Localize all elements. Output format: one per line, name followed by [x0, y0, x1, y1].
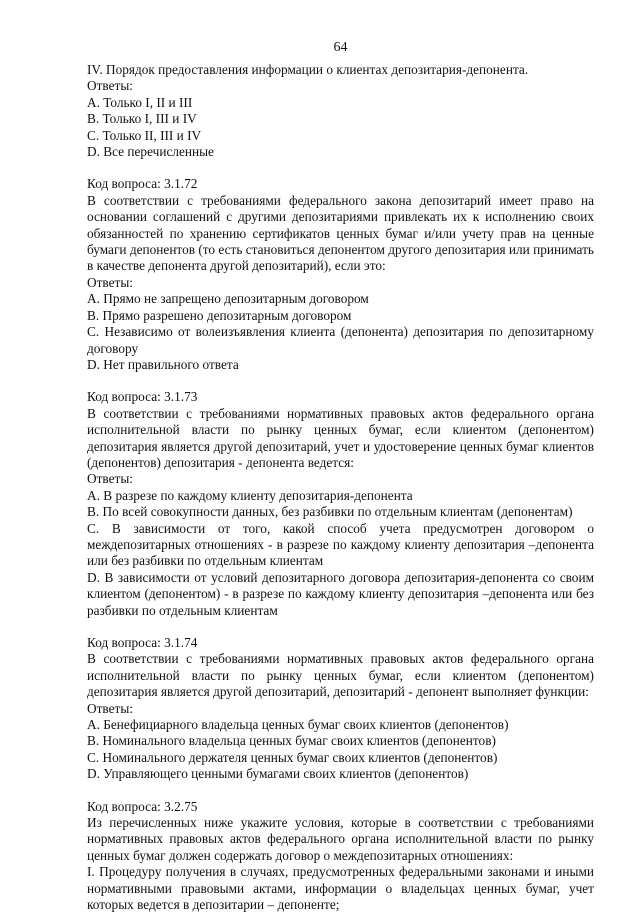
question-3-1-72 [87, 176, 598, 373]
question-3-2-75 [87, 798, 598, 914]
question-code: Код вопроса: 3.1.73 [87, 389, 198, 405]
question-text: Из перечисленных ниже укажите условия, которые в соответствии с требованиями нормативных правовых актов федерального органа исполнительной власти по рынку ценных бумаг должен содержать договор о междепозитарных отношениях: [87, 815, 598, 863]
question-code: Код вопроса: 3.2.75 [87, 798, 198, 814]
condition-item: I. Процедуру получения в случаях, предусмотренных федеральными законами и иными нормативными правовыми актами, информации о владельцах ценных бумаг, учет которых ведется в депозитарии – депоненте; [87, 864, 598, 913]
question-text: В соответствии с требованиями федерального закона депозитарий имеет право на основании соглашений с другими депозитариями привлекать их к исполнению своих обязанностей по хранению сертификатов ценных бумаг и/или учету прав на ценные бумаги депонентов (то есть становиться депонентом другого депозитария или принимать в качестве депонента другой депозитарий), если это: [87, 192, 598, 274]
answer-option: A. Только I, II и III [87, 94, 193, 110]
answer-option: C. Независимо от волеизъявления клиента (депонента) депозитария по депозитарному договору [87, 324, 598, 356]
answers-label: Ответы: [87, 78, 133, 94]
answer-option: A. Прямо не запрещено депозитарным договором [87, 291, 369, 307]
document-page [87, 40, 598, 914]
question-code: Код вопроса: 3.1.74 [87, 635, 198, 650]
answer-option: D. Управляющего ценными бумагами своих клиентов (депонентов) [87, 766, 469, 782]
question-code: Код вопроса: 3.1.72 [87, 176, 198, 192]
answers-label: Ответы: [87, 471, 133, 487]
answer-option: A. В разрезе по каждому клиенту депозитария-депонента [87, 487, 413, 503]
page-number: 64 [333, 40, 348, 55]
question-text: В соответствии с требованиями нормативных правовых актов федерального органа исполнительной власти по рынку ценных бумаг, если клиентом (депонентом) депозитария является другой депозитарий, учет и удостоверение ценных бумаг клиентов (депонентов) депозитария - депонента ведется: [87, 405, 598, 470]
answer-option: D. Все перечисленные [87, 144, 214, 160]
question-3-1-74 [87, 635, 598, 783]
question-3-1-73 [87, 389, 598, 619]
question-tail [87, 62, 594, 160]
answer-option: C. В зависимости от того, какой способ учета предусмотрен договором о междепозитарных отношениях - в разрезе по каждому клиенту депозитария –депонента или без разбивки по отдельным клиентам [87, 520, 598, 569]
answer-option: C. Только II, III и IV [87, 127, 202, 143]
answer-option: B. Номинального владельца ценных бумаг своих клиентов (депонентов) [87, 733, 496, 749]
answer-option: A. Бенефициарного владельца ценных бумаг своих клиентов (депонентов) [87, 717, 509, 733]
answer-option: B. Прямо разрешено депозитарным договором [87, 307, 352, 323]
answer-option: D. Нет правильного ответа [87, 356, 239, 372]
answer-option: B. Только I, III и IV [87, 111, 197, 127]
answers-label: Ответы: [87, 274, 133, 290]
answer-option: D. В зависимости от условий депозитарного договора депозитария-депонента со своим клиентом (депонентом) - в разрезе по каждому клиенту депозитария –депонента или без разбивки по отдельным клиентам [87, 569, 598, 618]
answers-label: Ответы: [87, 700, 133, 716]
text-line: IV. Порядок предоставления информации о клиентах депозитария-депонента. [87, 62, 529, 77]
question-text: В соответствии с требованиями нормативных правовых актов федерального органа исполнительной власти по рынку ценных бумаг, если клиентом (депонентом) депозитария является другой депозитарий, депозитарий - депонент выполняет функции: [87, 651, 598, 700]
answer-option: C. Номинального держателя ценных бумаг своих клиентов (депонентов) [87, 749, 498, 765]
answer-option: B. По всей совокупности данных, без разбивки по отдельным клиентам (депонентам) [87, 504, 573, 520]
